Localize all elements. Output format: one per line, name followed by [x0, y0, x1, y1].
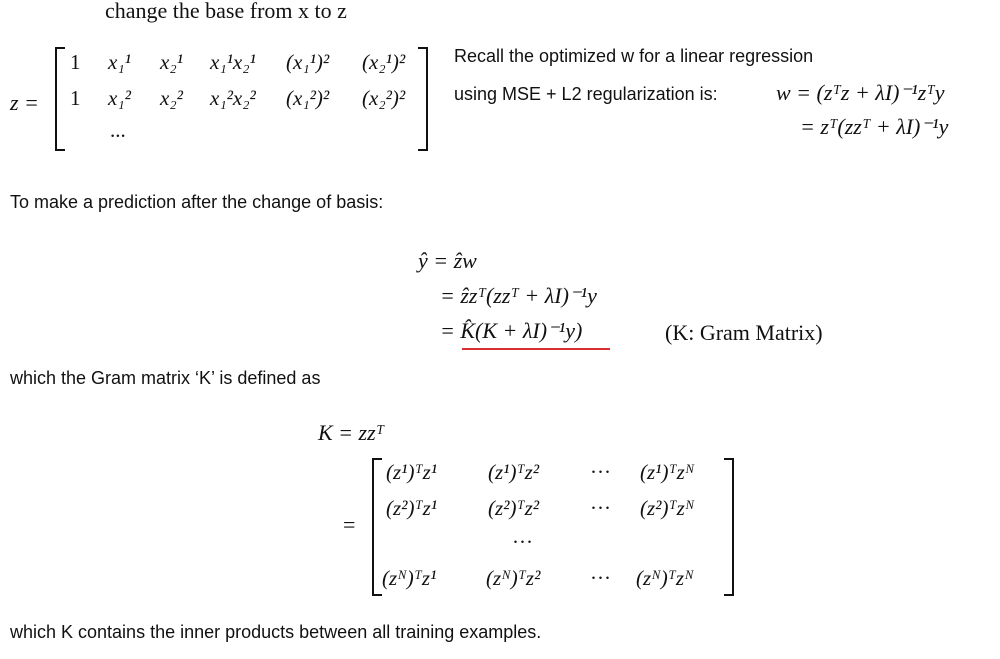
z-matrix-right-bracket	[418, 47, 428, 151]
gram-right-bracket	[724, 458, 734, 596]
z-matrix-lhs: z =	[10, 90, 39, 115]
gram-matrix-note: (K: Gram Matrix)	[665, 320, 823, 345]
prediction-equation-3: = K̂(K + λI)⁻¹y)	[440, 318, 583, 343]
z-cell: x₁²	[108, 86, 131, 110]
gram-cell: ···	[590, 460, 611, 484]
gram-ellipsis: ···	[512, 530, 533, 554]
z-cell: x₁²x₂²	[210, 86, 256, 110]
recall-line-1: Recall the optimized w for a linear regression	[454, 46, 814, 66]
prediction-intro: To make a prediction after the change of basis:	[10, 192, 384, 212]
gram-cell: (zᴺ)ᵀz¹	[382, 566, 437, 590]
gram-cell: (zᴺ)ᵀz²	[486, 566, 541, 590]
z-cell: x₁¹	[108, 50, 131, 74]
z-matrix-ellipsis: ...	[110, 118, 126, 142]
z-cell: 1	[70, 86, 81, 110]
z-cell: x₂²	[160, 86, 183, 110]
gram-cell: (z¹)ᵀz¹	[386, 460, 438, 484]
gram-cell: (z²)ᵀz¹	[386, 496, 438, 520]
recall-equation-2: = zᵀ(zzᵀ + λI)⁻¹y	[800, 114, 949, 139]
z-cell: (x₁²)²	[286, 86, 330, 110]
gram-lhs: K = zzᵀ	[318, 420, 385, 445]
gram-cell: (zᴺ)ᵀzᴺ	[636, 566, 694, 590]
z-cell: (x₁¹)²	[286, 50, 330, 74]
prediction-equation-1: ŷ = ẑw	[418, 248, 477, 273]
prediction-equation-2: = ẑzᵀ(zzᵀ + λI)⁻¹y	[440, 283, 597, 308]
z-cell: (x₂²)²	[362, 86, 406, 110]
gram-equals: =	[343, 512, 356, 537]
gram-cell: (z¹)ᵀzᴺ	[640, 460, 695, 484]
gram-cell: (z²)ᵀzᴺ	[640, 496, 695, 520]
recall-line-2: using MSE + L2 regularization is:	[454, 84, 718, 104]
gram-cell: (z¹)ᵀz²	[488, 460, 540, 484]
gram-cell: (z²)ᵀz²	[488, 496, 540, 520]
gram-cell: ···	[590, 496, 611, 520]
gram-left-bracket	[372, 458, 382, 596]
footer-text: which K contains the inner products between all training examples.	[10, 622, 542, 642]
gram-intro: which the Gram matrix ‘K’ is defined as	[10, 368, 321, 388]
gram-cell: ···	[590, 566, 611, 590]
recall-equation-1: w = (zᵀz + λI)⁻¹zᵀy	[776, 80, 945, 105]
z-matrix-left-bracket	[55, 47, 65, 151]
change-base-text: change the base from x to z	[105, 0, 347, 23]
prediction-underline	[462, 348, 610, 350]
z-cell: x₂¹	[160, 50, 183, 74]
z-cell: 1	[70, 50, 81, 74]
z-cell: x₁¹x₂¹	[210, 50, 256, 74]
z-cell: (x₂¹)²	[362, 50, 406, 74]
